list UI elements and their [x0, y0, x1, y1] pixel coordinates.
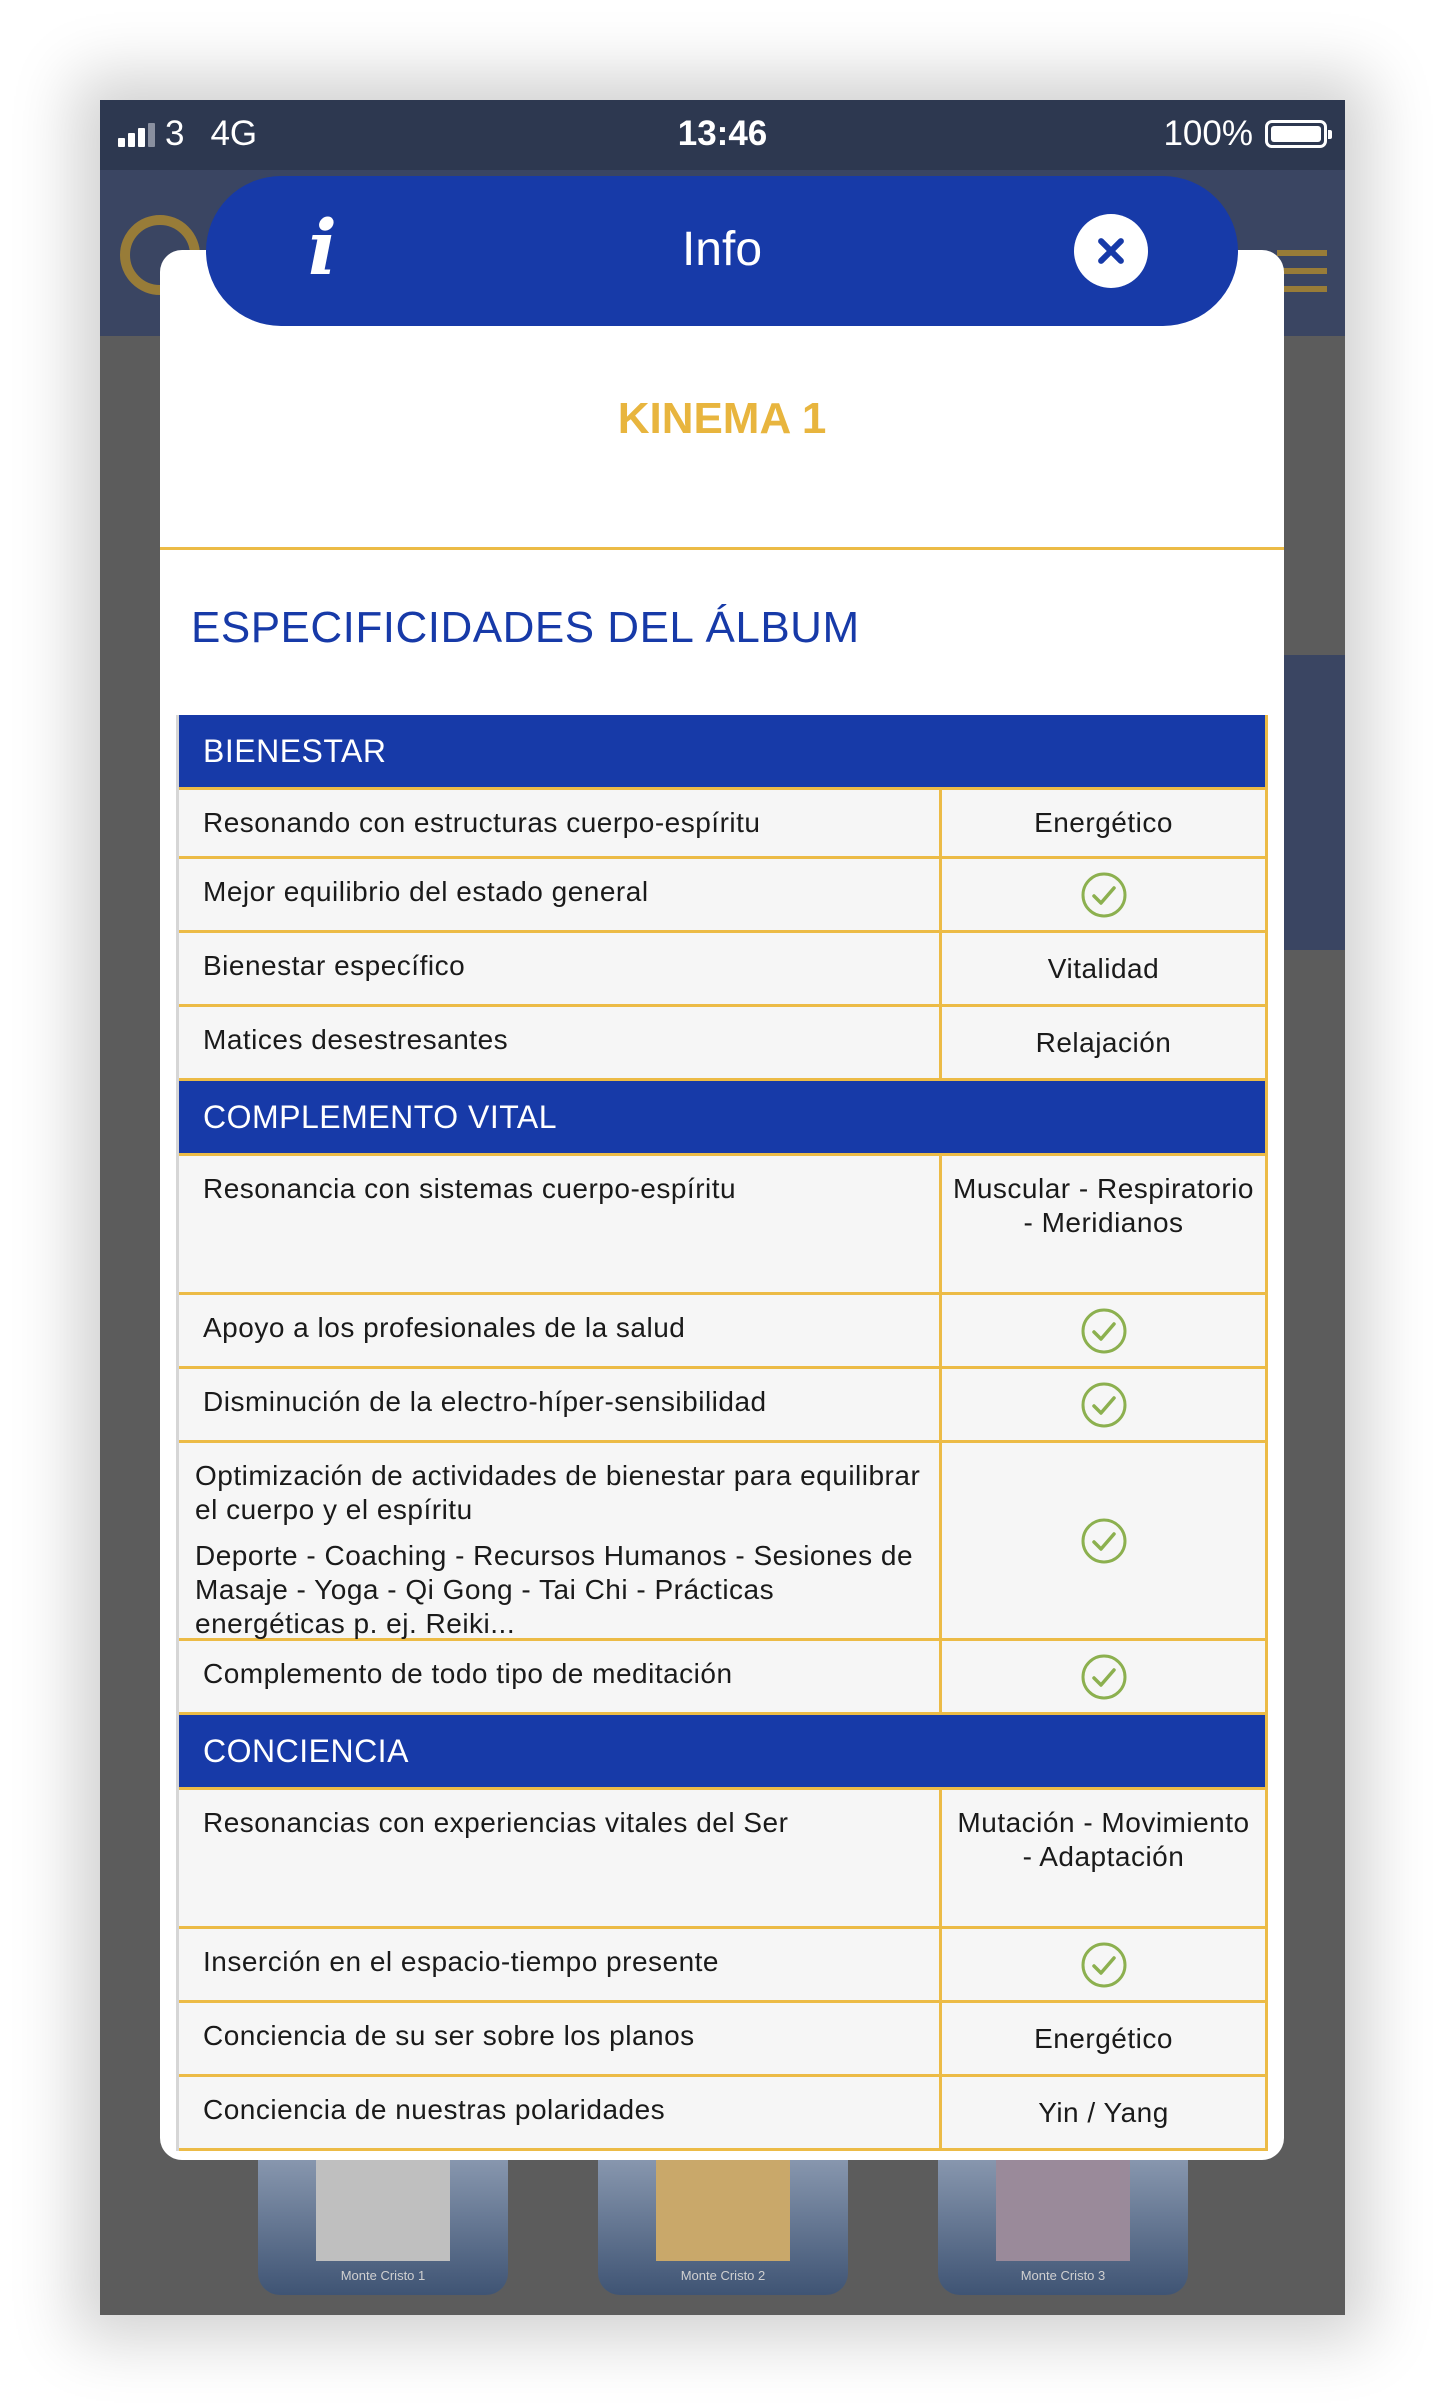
album-cover [316, 2155, 450, 2261]
table-row [179, 1641, 1265, 1715]
feature-label: Resonancia con sistemas cuerpo-espíritu [179, 1156, 942, 1292]
check-icon [942, 1641, 1265, 1712]
album-tile[interactable] [938, 2155, 1188, 2295]
network-label: 4G [210, 114, 258, 153]
feature-label: Apoyo a los profesionales de la salud [179, 1295, 942, 1366]
side-info-button[interactable] [1275, 800, 1345, 950]
table-row [179, 1929, 1265, 2003]
group-header-complemento-vital: COMPLEMENTO VITAL [179, 1081, 1265, 1153]
feature-label: Complemento de todo tipo de meditación [179, 1641, 942, 1712]
feature-label: Resonancias con experiencias vitales del Ser [179, 1790, 942, 1926]
table-row [179, 1295, 1265, 1369]
album-tile[interactable] [598, 2155, 848, 2295]
feature-value: Energético [1034, 807, 1173, 838]
status-time: 13:46 [677, 114, 768, 153]
table-row [179, 1443, 1265, 1641]
battery-percent: 100% [1163, 114, 1253, 153]
feature-label: Disminución de la electro-híper-sensibilidad [179, 1369, 942, 1440]
modal-header [206, 176, 1238, 326]
table-row [179, 859, 1265, 933]
feature-label: Bienestar específico [179, 933, 942, 1004]
check-icon [942, 859, 1265, 930]
table-row [179, 1153, 1265, 1295]
carrier-label: 3 [165, 114, 185, 153]
album-caption: Monte Cristo 3 [1020, 2268, 1106, 2283]
feature-sub-text: Deporte - Coaching - Recursos Humanos - Sesiones de Masaje - Yoga - Qi Gong - Tai Chi - Prácticas energéticas p. ej. Reiki... [195, 1540, 914, 1639]
table-row [179, 933, 1265, 1007]
feature-value: Mutación - Movimiento - Adaptación [957, 1807, 1250, 1872]
section-heading: ESPECIFICIDADES DEL ÁLBUM [191, 603, 860, 652]
feature-main-text: Optimización de actividades de bienestar para equilibrar el cuerpo y el espíritu [195, 1460, 921, 1525]
table-row [179, 1007, 1265, 1081]
feature-label: Inserción en el espacio-tiempo presente [179, 1929, 942, 2000]
feature-value: Yin / Yang [1038, 2096, 1169, 2128]
table-row [179, 1787, 1265, 1929]
check-icon [942, 1369, 1265, 1440]
feature-value: Vitalidad [1047, 952, 1160, 984]
feature-label: Conciencia de su ser sobre los planos [179, 2003, 942, 2074]
table-row [179, 2077, 1265, 2151]
feature-value: Energético [1034, 2022, 1173, 2054]
side-play-button[interactable] [1275, 655, 1345, 805]
table-row [179, 787, 1265, 859]
feature-label: Resonando con estructuras cuerpo-espíritu [179, 790, 942, 856]
title-divider [160, 547, 1284, 550]
album-strip [258, 2155, 1198, 2295]
feature-label: Matices desestresantes [179, 1007, 942, 1078]
group-header-bienestar: BIENESTAR [179, 715, 1265, 787]
feature-label: Conciencia de nuestras polaridades [179, 2077, 942, 2148]
album-tile[interactable] [258, 2155, 508, 2295]
album-caption: Monte Cristo 2 [680, 2268, 766, 2283]
feature-value: Muscular - Respiratorio - Meridianos [953, 1173, 1254, 1238]
group-header-conciencia: CONCIENCIA [179, 1715, 1265, 1787]
feature-value: Relajación [1035, 1026, 1172, 1058]
hamburger-menu-icon[interactable] [1277, 250, 1327, 304]
check-icon [942, 1443, 1265, 1638]
feature-label [179, 1443, 942, 1638]
info-modal [160, 250, 1284, 2160]
battery-icon [1265, 120, 1327, 148]
status-bar [100, 100, 1345, 170]
feature-label: Mejor equilibrio del estado general [179, 859, 942, 930]
close-button[interactable] [1074, 214, 1148, 288]
check-icon [942, 1295, 1265, 1366]
specs-table [176, 715, 1268, 2151]
album-cover [996, 2155, 1130, 2261]
table-row [179, 2003, 1265, 2077]
album-cover [656, 2155, 790, 2261]
info-icon: i [308, 203, 337, 292]
table-row [179, 1369, 1265, 1443]
album-title: KINEMA 1 [617, 394, 827, 443]
check-icon [942, 1929, 1265, 2000]
modal-title: Info [681, 223, 763, 276]
album-caption: Monte Cristo 1 [340, 2268, 426, 2283]
